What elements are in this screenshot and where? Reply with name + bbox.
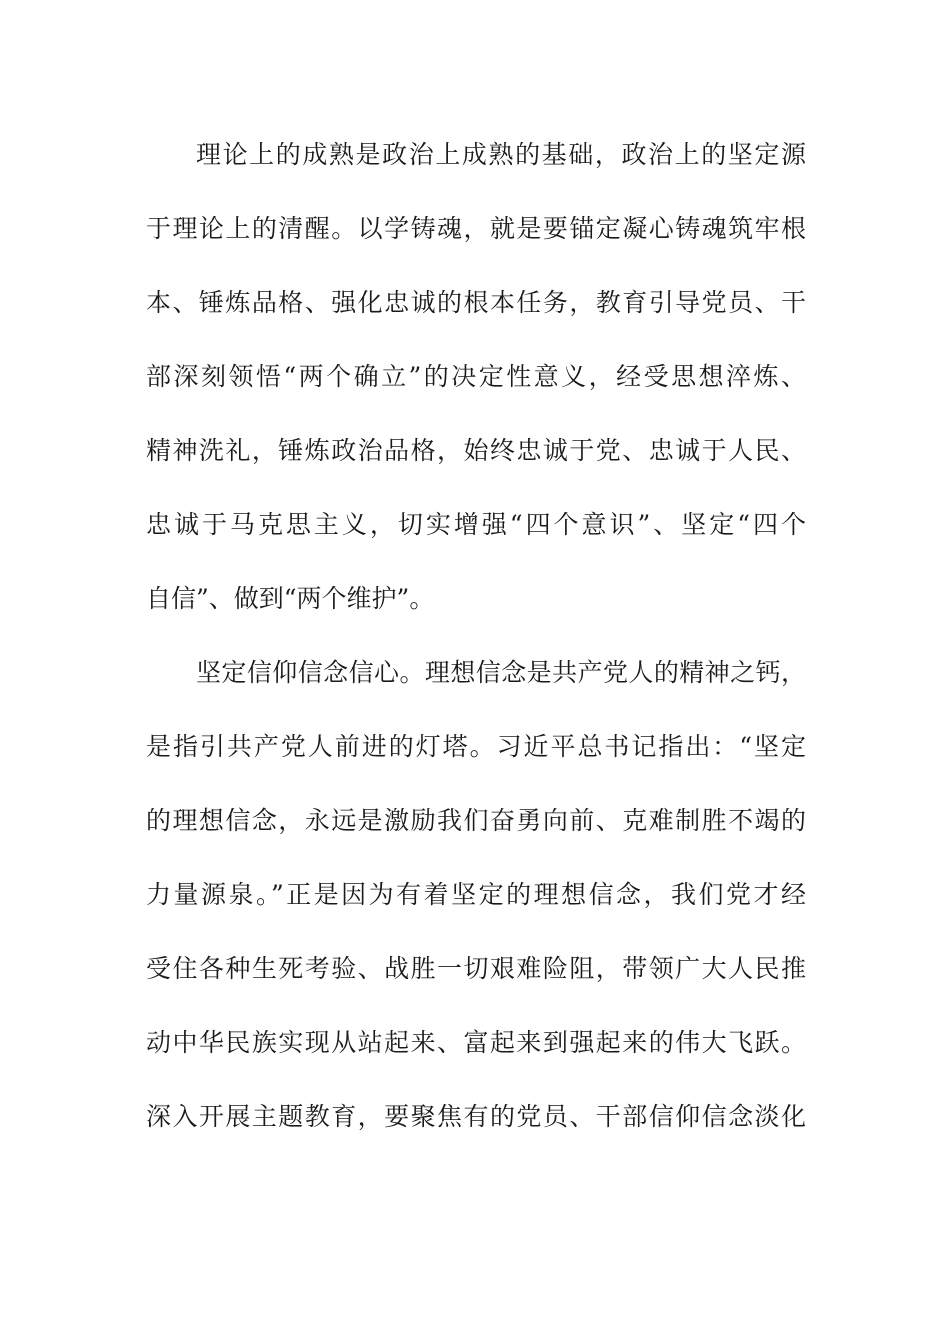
paragraph-line: 理论上的成熟是政治上成熟的基础，政治上的坚定源 (196, 140, 806, 169)
paragraph-line: 部深刻领悟“两个确立”的决定性意义，经受思想淬炼、 (146, 362, 806, 391)
paragraph-line: 精神洗礼，锤炼政治品格，始终忠诚于党、忠诚于人民、 (146, 436, 806, 465)
paragraph-line: 深入开展主题教育，要聚焦有的党员、干部信仰信念淡化 (146, 1102, 806, 1131)
paragraph-line: 的理想信念，永远是激励我们奋勇向前、克难制胜不竭的 (146, 806, 806, 835)
paragraph-line: 自信”、做到“两个维护”。 (146, 584, 435, 613)
paragraph-line: 坚定信仰信念信心。理想信念是共产党人的精神之钙， (196, 658, 806, 687)
paragraph-line: 力量源泉。”正是因为有着坚定的理想信念，我们党才经 (146, 880, 806, 909)
paragraph-line: 忠诚于马克思主义，切实增强“四个意识”、坚定“四个 (146, 510, 806, 539)
paragraph-theory-maturity (146, 118, 806, 636)
paragraph-line: 本、锤炼品格、强化忠诚的根本任务，教育引导党员、干 (146, 288, 806, 317)
paragraph-firm-beliefs (146, 636, 806, 1154)
paragraph-line: 受住各种生死考验、战胜一切艰难险阻，带领广大人民推 (146, 954, 806, 983)
paragraph-line: 动中华民族实现从站起来、富起来到强起来的伟大飞跃。 (146, 1028, 806, 1057)
paragraph-line: 于理论上的清醒。以学铸魂，就是要锚定凝心铸魂筑牢根 (146, 214, 806, 243)
paragraph-line: 是指引共产党人前进的灯塔。习近平总书记指出：“坚定 (146, 732, 806, 761)
